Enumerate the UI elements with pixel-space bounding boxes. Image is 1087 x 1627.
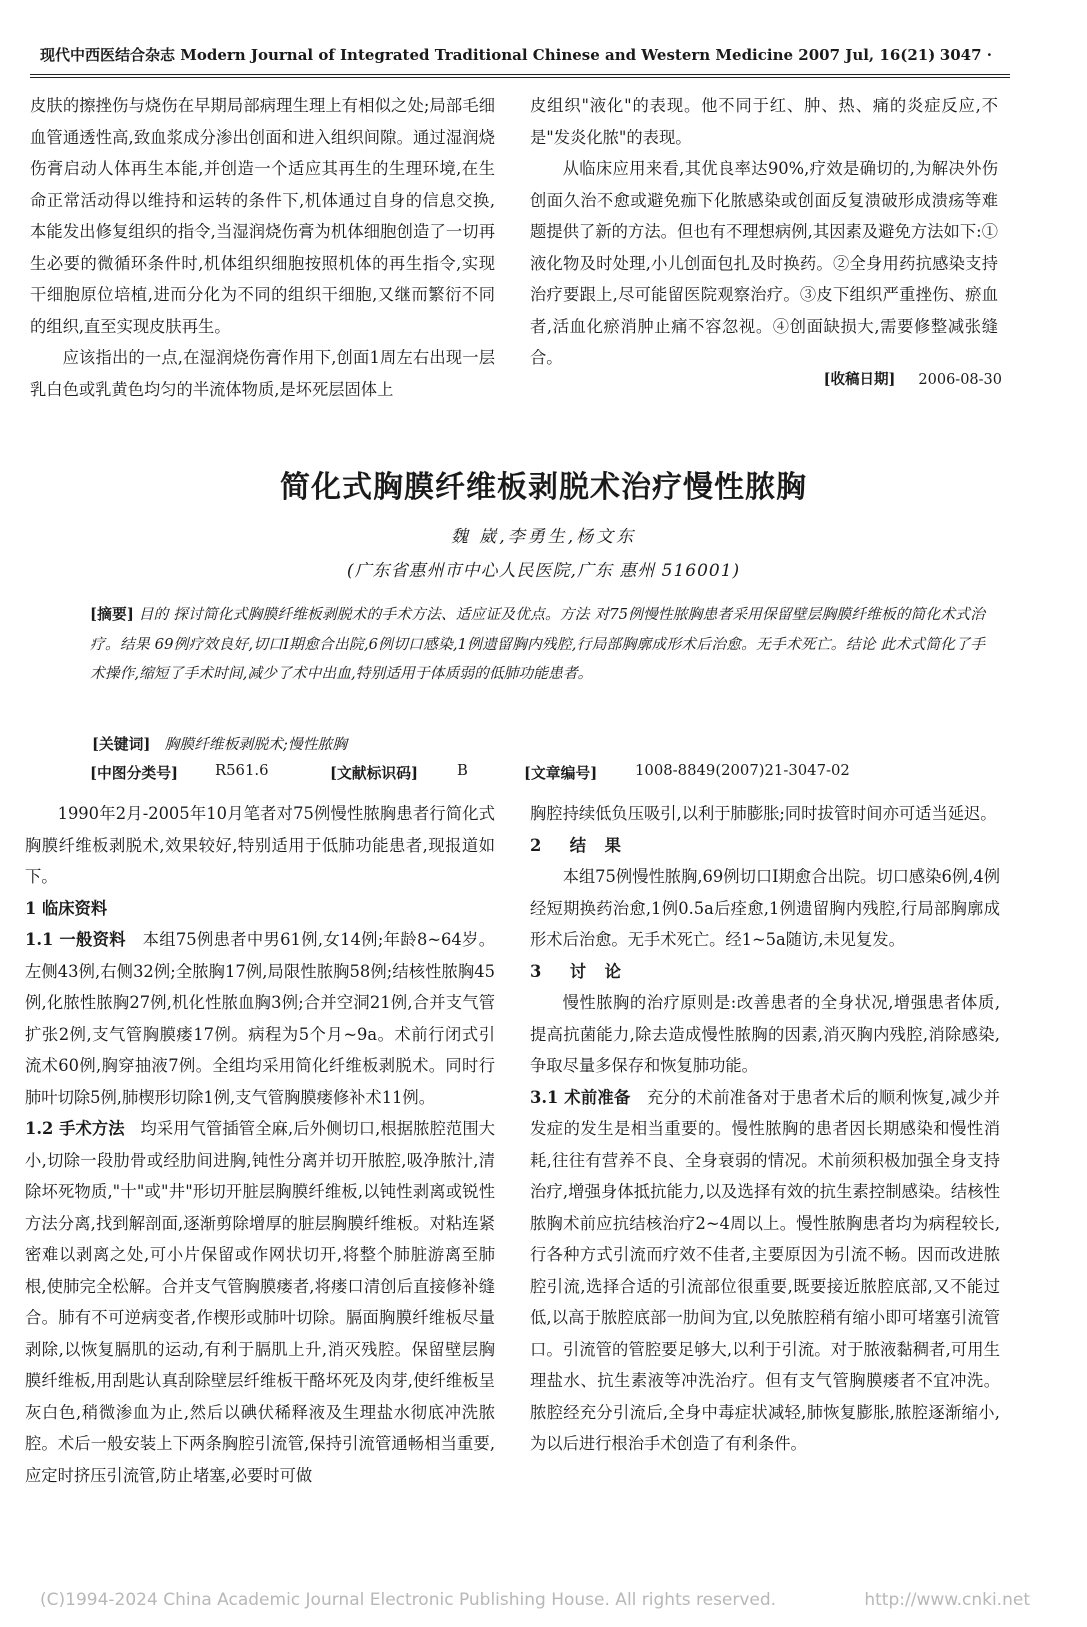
section-3-text: 慢性脓胸的治疗原则是:改善患者的全身状况,增强患者体质,提高抗菌能力,除去造成慢性脓胸的因素,消灭胸内残腔,消除感染,争取尽量多保存和恢复肺功能。: [530, 993, 1000, 1075]
intro-paragraph: 1990年2月-2005年10月笔者对75例慢性脓胸患者行简化式胸膜纤维板剥脱术,效果较好,特别适用于低肺功能患者,现报道如下。: [25, 804, 495, 886]
paragraph: 应该指出的一点,在湿润烧伤膏作用下,创面1周左右出现一层乳白色或乳黄色均匀的半流体物质,是坏死层固体上: [30, 348, 495, 399]
prev-article-left-column: [30, 90, 495, 405]
source-url: http://www.cnki.net: [864, 1590, 1030, 1610]
section-3-title: 讨 论: [569, 961, 628, 981]
article-id-label: [文章编号]: [524, 765, 598, 782]
article-id-value: 1008-8849(2007)21-3047-02: [635, 762, 850, 779]
section-1-1: [25, 924, 495, 1113]
continued-paragraph: 胸腔持续低负压吸引,以利于肺膨胀;同时拔管时间亦可适当延迟。: [530, 804, 997, 823]
section-2-number: 2: [530, 835, 542, 855]
page-number: · 3047 ·: [929, 46, 992, 64]
section-2-heading: [530, 830, 1000, 862]
doc-code-value: B: [457, 762, 468, 779]
body-left-column: [25, 798, 495, 1580]
abstract-label: [摘要]: [90, 606, 134, 623]
abstract: [90, 600, 985, 689]
section-3-heading: [530, 956, 1000, 988]
section-3-1-text: 充分的术前准备对于患者术后的顺利恢复,减少并发症的发生是相当重要的。慢性脓胸的患者因长期感染和慢性消耗,往往有营养不良、全身衰弱的情况。术前须积极加强全身支持治疗,增强身体抵抗能力,以及选择有效的抗生素控制感染。结核性脓胸术前应抗结核治疗2~4周以上。慢性脓胸患者均为病程较长,行各种方式引流而疗效不佳者,主要原因为引流不畅。因而改进脓腔引流,选择合适的引流部位很重要,既要接近脓腔底部,又不能过低,以高于脓腔底部一肋间为宜,以免脓腔稍有缩小即可堵塞引流管口。引流管的管腔要足够大,以利于引流。对于脓液黏稠者,可用生理盐水、抗生素液等冲洗治疗。但有支气管胸膜瘘者不宜冲洗。脓腔经充分引流后,全身中毒症状减轻,肺恢复膨胀,脓腔逐渐缩小,为以后进行根治手术创造了有利条件。: [530, 1087, 1000, 1453]
section-1-2: [25, 1113, 495, 1491]
header-rule: [30, 74, 1010, 75]
section-2-title: 结 果: [569, 835, 628, 855]
section-3-number: 3: [530, 961, 542, 981]
section-1-2-text: 均采用气管插管全麻,后外侧切口,根据脓腔范围大小,切除一段肋骨或经肋间进胸,钝性分离并切开脓腔,吸净脓汁,清除坏死物质,"十"或"井"形切开脏层胸膜纤维板,以钝性剥离或锐性方法分离,找到解剖面,逐渐剪除增厚的脏层胸膜纤维板。对粘连紧密难以剥离之处,可小片保留或作网状切开,将整个肺脏游离至肺根,使肺完全松解。合并支气管胸膜瘘者,将瘘口清创后直接修补缝合。肺有不可逆病变者,作楔形或肺叶切除。膈面胸膜纤维板尽量剥除,以恢复膈肌的运动,有利于膈肌上升,消灭残腔。保留壁层胸膜纤维板,用刮匙认真刮除壁层纤维板干酪坏死及肉芽,使纤维板呈灰白色,稍微渗血为止,然后以碘伏稀释液及生理盐水彻底冲洗脓腔。术后一般安装上下两条胸腔引流管,保持引流管通畅相当重要,应定时挤压引流管,防止堵塞,必要时可做: [25, 1119, 495, 1485]
clc-label: [中图分类号]: [90, 765, 178, 782]
body-right-column: [530, 798, 1000, 1580]
article-affiliation: (广东省惠州市中心人民医院,广东 惠州 516001): [346, 561, 741, 581]
header-rule-thin: [30, 77, 1010, 78]
section-1-heading: 1 临床资料: [25, 898, 108, 918]
section-1-1-heading: 1.1 一般资料: [25, 930, 126, 949]
section-1-1-text: 本组75例患者中男61例,女14例;年龄8~64岁。左侧43例,右侧32例;全脓胸17例,局限性脓胸58例;结核性脓胸45例,化脓性脓胸27例,机化性脓血胸3例;合并空洞21例,合并支气管扩张2例,支气管胸膜瘘17例。病程为5个月~9a。术前行闭式引流术60例,胸穿抽液7例。全组均采用简化纤维板剥脱术。同时行肺叶切除5例,肺楔形切除1例,支气管胸膜瘘修补术11例。: [25, 930, 495, 1107]
section-2-text: 本组75例慢性脓胸,69例切口Ⅰ期愈合出院。切口感染6例,4例经短期换药治愈,1例0.5a后痊愈,1例遗留胸内残腔,行局部胸廓成形术后治愈。无手术死亡。经1~5a随访,未见复发。: [530, 867, 1000, 949]
paragraph: 从临床应用来看,其优良率达90%,疗效是确切的,为解决外伤创面久治不愈或避免痂下化脓感染或创面反复溃破形成溃疡等难题提供了新的方法。但也有不理想病例,其因素及避免方法如下:①液化物及时处理,小儿创面包扎及时换药。②全身用药抗感染支持治疗要跟上,尽可能留医院观察治疗。③皮下组织严重挫伤、瘀血者,活血化瘀消肿止痛不容忽视。④创面缺损大,需要修整减张缝合。: [530, 159, 998, 367]
received-date: 2006-08-30: [918, 372, 1002, 388]
article-title: 简化式胸膜纤维板剥脱术治疗慢性脓胸: [280, 470, 807, 505]
received-label: [收稿日期]: [823, 371, 896, 388]
clc-value: R561.6: [215, 762, 269, 779]
keywords-label: [关键词]: [92, 736, 151, 753]
section-1-2-heading: 1.2 手术方法: [25, 1119, 125, 1138]
copyright-text: (C)1994-2024 China Academic Journal Electronic Publishing House. All rights reserved.: [40, 1590, 777, 1610]
abstract-text: 目的 探讨简化式胸膜纤维板剥脱术的手术方法、适应证及优点。方法 对75例慢性脓胸患者采用保留壁层胸膜纤维板的简化术式治疗。结果 69例疗效良好,切口Ⅰ期愈合出院,6例切口感染,1例遗留胸内残腔,行局部胸廓成形术后治愈。无手术死亡。结论 此术式简化了手术操作,缩短了手术时间,减少了术中出血,特别适用于体质弱的低肺功能患者。: [90, 606, 985, 682]
classification-row: [90, 762, 990, 788]
journal-citation: 现代中西医结合杂志 Modern Journal of Integrated Traditional Chinese and Western Medicine 2007 Jul, 16(21): [40, 46, 936, 64]
prev-article-right-column: [530, 90, 998, 374]
received-date-line: [824, 368, 1002, 389]
article-authors: 魏 崴,李勇生,杨文东: [450, 527, 637, 547]
keywords-text: 胸膜纤维板剥脱术;慢性脓胸: [164, 736, 348, 753]
doc-code-label: [文献标识码]: [330, 765, 418, 782]
paragraph: 皮肤的擦挫伤与烧伤在早期局部病理生理上有相似之处;局部毛细血管通透性高,致血浆成分渗出创面和进入组织间隙。通过湿润烧伤膏启动人体再生本能,并创造一个适应其再生的生理环境,在生命正常活动得以维持和运转的条件下,机体通过自身的信息交换,本能发出修复组织的指令,当湿润烧伤膏为机体细胞创造了一切再生必要的微循环条件时,机体组织细胞按照机体的再生指令,实现干细胞原位培植,进而分化为不同的组织干细胞,又继而繁衍不同的组织,直至实现皮肤再生。: [30, 96, 495, 336]
paragraph: 皮组织"液化"的表现。他不同于红、肿、热、痛的炎症反应,不是"发炎化脓"的表现。: [530, 96, 998, 147]
keywords: [92, 733, 347, 754]
copyright-footer: [30, 1590, 1030, 1616]
section-3-1-heading: 3.1 术前准备: [530, 1087, 631, 1107]
section-3-1: [530, 1082, 1000, 1460]
running-header: [30, 40, 1030, 70]
